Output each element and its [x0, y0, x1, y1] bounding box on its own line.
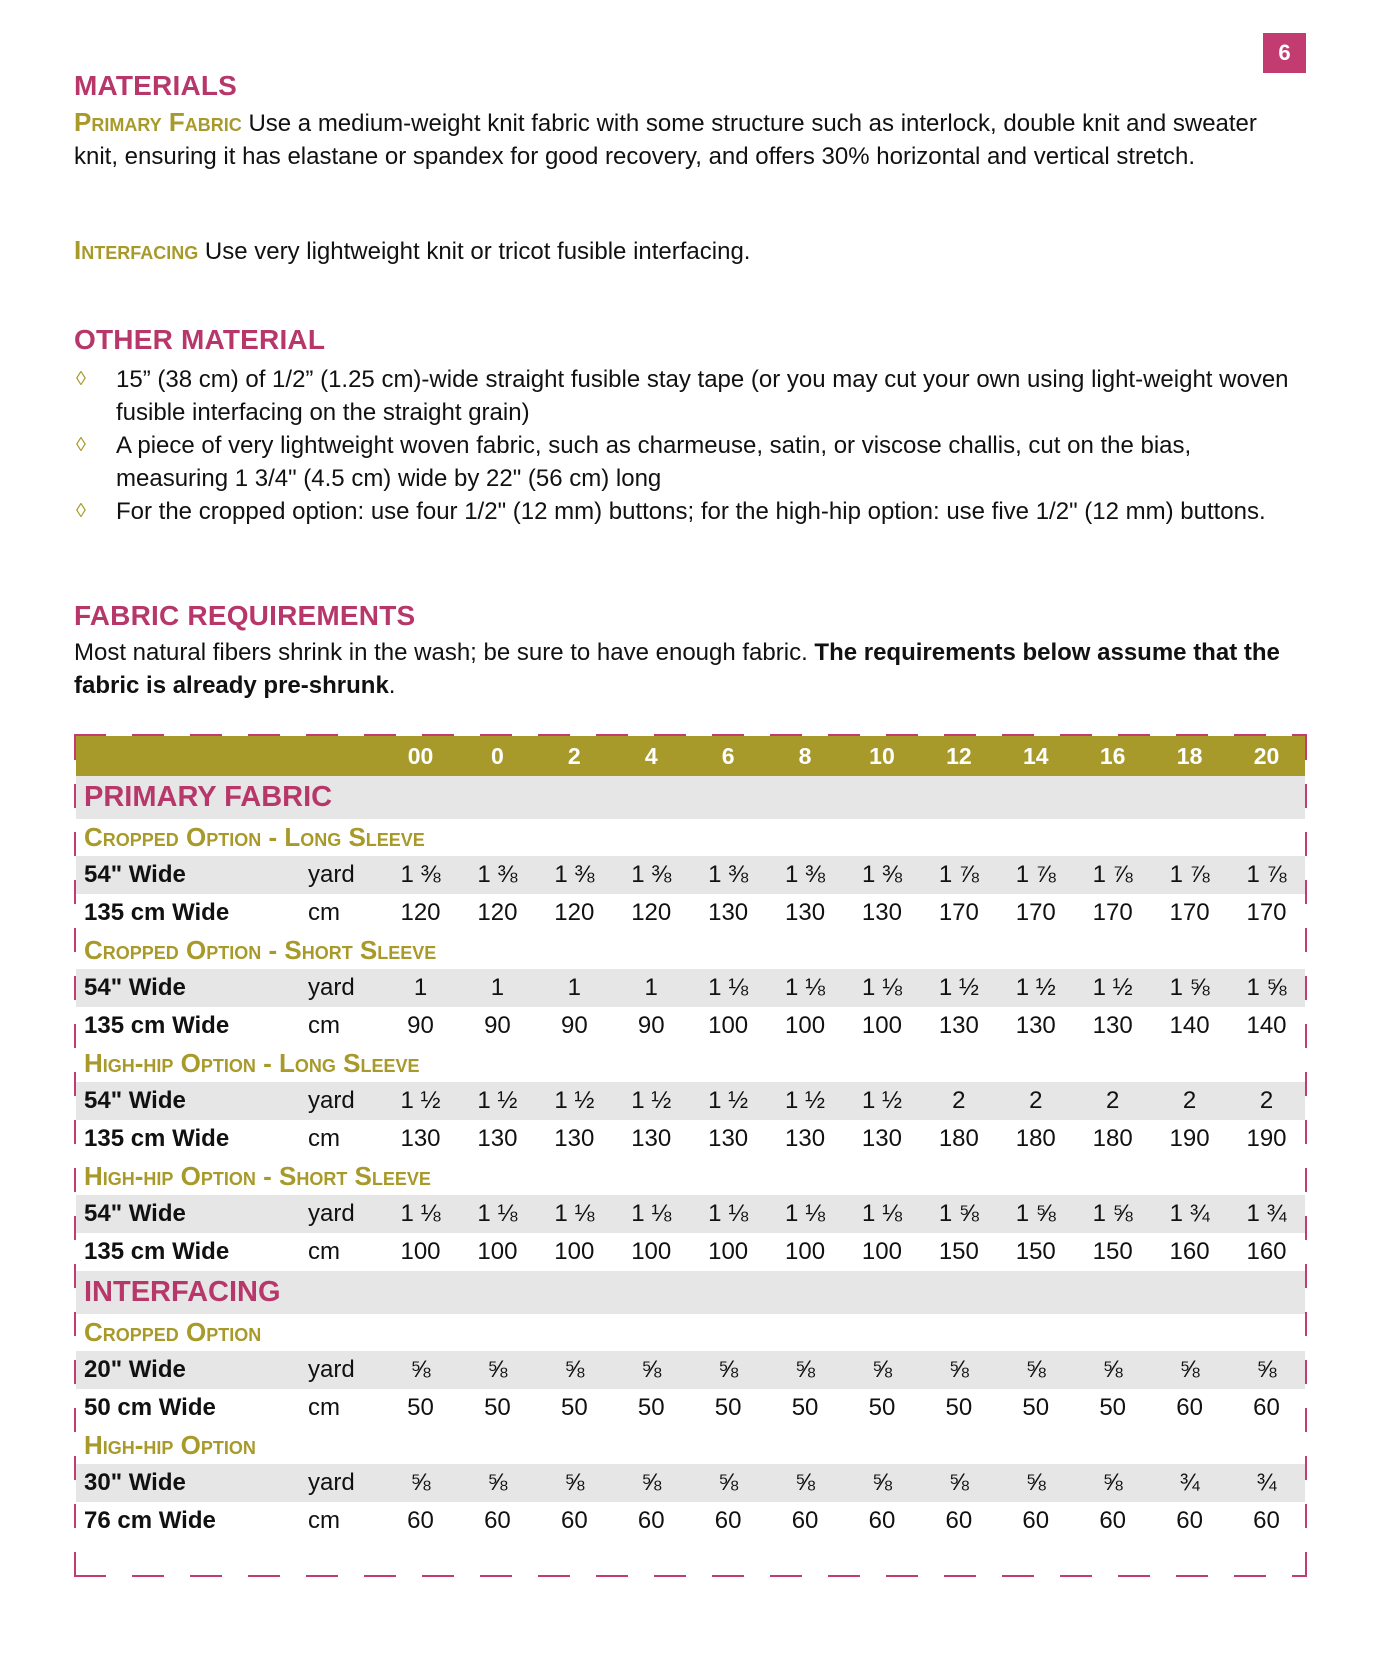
table-border-bottom — [74, 1575, 1307, 1577]
amount-cell: 2 — [920, 1082, 997, 1120]
amount-cell: ⅝ — [536, 1351, 613, 1389]
amount-cell: ⅝ — [1074, 1464, 1151, 1502]
amount-cell: 1 ½ — [767, 1082, 844, 1120]
amount-cell: 100 — [690, 1007, 767, 1045]
size-header-cell: 10 — [844, 736, 921, 776]
table-row — [76, 1233, 1305, 1271]
list-item — [74, 429, 1299, 495]
amount-cell: 60 — [920, 1502, 997, 1540]
amount-cell: 130 — [1074, 1007, 1151, 1045]
header-blank-cell — [308, 736, 382, 776]
unit-cell: cm — [308, 1007, 382, 1045]
amount-cell: 50 — [997, 1389, 1074, 1427]
amount-cell: 50 — [844, 1389, 921, 1427]
amount-cell: 170 — [1228, 894, 1305, 932]
amount-cell: 50 — [536, 1389, 613, 1427]
amount-cell: 60 — [613, 1502, 690, 1540]
amount-cell: 100 — [382, 1233, 459, 1271]
amount-cell: 50 — [459, 1389, 536, 1427]
amount-cell: 60 — [1228, 1389, 1305, 1427]
amount-cell: 90 — [459, 1007, 536, 1045]
amount-cell: 60 — [382, 1502, 459, 1540]
amount-cell: ¾ — [1228, 1464, 1305, 1502]
amount-cell: 1 ⅞ — [1074, 856, 1151, 894]
amount-cell: 90 — [613, 1007, 690, 1045]
amount-cell: 100 — [844, 1233, 921, 1271]
section-title: High-hip Option - Short Sleeve — [76, 1158, 1305, 1195]
fabric-width-cell: 135 cm Wide — [76, 1120, 308, 1158]
other-material-list — [74, 363, 1299, 528]
amount-cell: 1 ⅝ — [1151, 969, 1228, 1007]
unit-cell: cm — [308, 894, 382, 932]
amount-cell: ⅝ — [920, 1464, 997, 1502]
amount-cell: 50 — [613, 1389, 690, 1427]
amount-cell: 160 — [1228, 1233, 1305, 1271]
fabric-requirements-intro — [74, 636, 1299, 702]
table-row — [76, 969, 1305, 1007]
amount-cell: 100 — [536, 1233, 613, 1271]
amount-cell: 1 ⅝ — [1074, 1195, 1151, 1233]
amount-cell: 1 ½ — [613, 1082, 690, 1120]
fabric-requirements-heading: FABRIC REQUIREMENTS — [74, 600, 416, 631]
amount-cell: 1 ⅜ — [536, 856, 613, 894]
unit-cell: cm — [308, 1389, 382, 1427]
primary-fabric-lead: Primary Fabric — [74, 107, 242, 137]
amount-cell: ⅝ — [997, 1464, 1074, 1502]
table-group-row — [76, 1271, 1305, 1314]
list-item-text: A piece of very lightweight woven fabric, such as charmeuse, satin, or viscose challis, cut on the bias, measuring 1 3/4" (4.5 cm) wide by 22" (56 cm) long — [116, 432, 1192, 492]
amount-cell: 1 — [613, 969, 690, 1007]
amount-cell: 1 ⅝ — [997, 1195, 1074, 1233]
amount-cell: 60 — [1074, 1502, 1151, 1540]
amount-cell: 1 ⅜ — [613, 856, 690, 894]
amount-cell: 160 — [1151, 1233, 1228, 1271]
amount-cell: 60 — [690, 1502, 767, 1540]
amount-cell: ⅝ — [1228, 1351, 1305, 1389]
page-number-badge: 6 — [1263, 33, 1306, 73]
amount-cell: 1 ⅛ — [536, 1195, 613, 1233]
amount-cell: 50 — [1074, 1389, 1151, 1427]
section-title: High-hip Option - Long Sleeve — [76, 1045, 1305, 1082]
size-header-cell: 2 — [536, 736, 613, 776]
list-item-text: For the cropped option: use four 1/2" (12 mm) buttons; for the high-hip option: use five 1/2" (12 mm) buttons. — [116, 498, 1266, 525]
table-border-right — [1305, 736, 1307, 1577]
amount-cell: 1 ⅝ — [920, 1195, 997, 1233]
size-header-cell: 12 — [920, 736, 997, 776]
amount-cell: 130 — [997, 1007, 1074, 1045]
fabric-width-cell: 135 cm Wide — [76, 894, 308, 932]
amount-cell: 1 ½ — [690, 1082, 767, 1120]
amount-cell: 1 ⅛ — [767, 969, 844, 1007]
amount-cell: ⅝ — [767, 1351, 844, 1389]
table-row — [76, 1464, 1305, 1502]
amount-cell: 130 — [767, 1120, 844, 1158]
amount-cell: ⅝ — [690, 1464, 767, 1502]
size-header-row — [76, 736, 1305, 776]
amount-cell: 130 — [459, 1120, 536, 1158]
amount-cell: 130 — [690, 1120, 767, 1158]
table-row — [76, 894, 1305, 932]
amount-cell: ⅝ — [1074, 1351, 1151, 1389]
table-row — [76, 1007, 1305, 1045]
size-header-cell: 16 — [1074, 736, 1151, 776]
section-title: Cropped Option - Long Sleeve — [76, 819, 1305, 856]
amount-cell: 1 ⅝ — [1228, 969, 1305, 1007]
amount-cell: 100 — [767, 1233, 844, 1271]
amount-cell: 130 — [536, 1120, 613, 1158]
table-section-row — [76, 932, 1305, 969]
size-header-cell: 4 — [613, 736, 690, 776]
amount-cell: 1 ⅞ — [997, 856, 1074, 894]
intro-bold-text: The requirements below assume that the fabric is already pre-shrunk — [74, 639, 1280, 699]
amount-cell: 180 — [920, 1120, 997, 1158]
fabric-width-cell: 54" Wide — [76, 1082, 308, 1120]
list-item — [74, 495, 1299, 528]
amount-cell: 1 ⅞ — [920, 856, 997, 894]
amount-cell: 1 ½ — [382, 1082, 459, 1120]
amount-cell: 90 — [382, 1007, 459, 1045]
amount-cell: 130 — [767, 894, 844, 932]
amount-cell: 2 — [1228, 1082, 1305, 1120]
unit-cell: yard — [308, 1195, 382, 1233]
amount-cell: 130 — [382, 1120, 459, 1158]
amount-cell: 120 — [536, 894, 613, 932]
amount-cell: 130 — [690, 894, 767, 932]
amount-cell: 60 — [1228, 1502, 1305, 1540]
amount-cell: 60 — [1151, 1502, 1228, 1540]
primary-fabric-text: Use a medium-weight knit fabric with some structure such as interlock, double knit and sweater knit, ensuring it has elastane or spandex for good recovery, and offers 30% horizontal and vertical stretch. — [74, 110, 1257, 170]
amount-cell: 180 — [997, 1120, 1074, 1158]
fabric-width-cell: 135 cm Wide — [76, 1233, 308, 1271]
amount-cell: 120 — [382, 894, 459, 932]
amount-cell: 50 — [920, 1389, 997, 1427]
amount-cell: 1 ⅛ — [382, 1195, 459, 1233]
amount-cell: 190 — [1151, 1120, 1228, 1158]
amount-cell: 190 — [1228, 1120, 1305, 1158]
amount-cell: 170 — [1151, 894, 1228, 932]
unit-cell: yard — [308, 1082, 382, 1120]
amount-cell: 1 ½ — [920, 969, 997, 1007]
section-title: Cropped Option — [76, 1314, 1305, 1351]
amount-cell: 120 — [459, 894, 536, 932]
size-header-cell: 18 — [1151, 736, 1228, 776]
intro-text: Most natural fibers shrink in the wash; be sure to have enough fabric. — [74, 639, 815, 666]
amount-cell: 60 — [459, 1502, 536, 1540]
list-item-text: 15” (38 cm) of 1/2” (1.25 cm)-wide straight fusible stay tape (or you may cut your own using light-weight woven fusible interfacing on the straight grain) — [116, 366, 1289, 426]
materials-heading: MATERIALS — [74, 70, 238, 101]
fabric-width-cell: 54" Wide — [76, 856, 308, 894]
amount-cell: 1 ½ — [844, 1082, 921, 1120]
amount-cell: 1 ⅞ — [1151, 856, 1228, 894]
amount-cell: 1 ½ — [459, 1082, 536, 1120]
amount-cell: 1 ⅛ — [690, 969, 767, 1007]
table-section-row — [76, 819, 1305, 856]
amount-cell: 2 — [997, 1082, 1074, 1120]
amount-cell: ⅝ — [613, 1351, 690, 1389]
other-material-heading: OTHER MATERIAL — [74, 324, 326, 355]
table-group-row — [76, 776, 1305, 819]
diamond-bullet-icon: ◊ — [76, 500, 86, 522]
amount-cell: 1 ⅞ — [1228, 856, 1305, 894]
amount-cell: 1 ¾ — [1228, 1195, 1305, 1233]
amount-cell: ⅝ — [920, 1351, 997, 1389]
amount-cell: 60 — [844, 1502, 921, 1540]
amount-cell: 150 — [1074, 1233, 1151, 1271]
amount-cell: 1 ⅛ — [844, 969, 921, 1007]
amount-cell: 1 ⅛ — [844, 1195, 921, 1233]
amount-cell: ⅝ — [459, 1464, 536, 1502]
table-row — [76, 1389, 1305, 1427]
fabric-width-cell: 20" Wide — [76, 1351, 308, 1389]
amount-cell: ⅝ — [459, 1351, 536, 1389]
fabric-width-cell: 50 cm Wide — [76, 1389, 308, 1427]
fabric-width-cell: 76 cm Wide — [76, 1502, 308, 1540]
unit-cell: yard — [308, 1351, 382, 1389]
primary-fabric-paragraph — [74, 106, 1299, 173]
amount-cell: 170 — [920, 894, 997, 932]
amount-cell: 1 ⅜ — [382, 856, 459, 894]
size-header-cell: 20 — [1228, 736, 1305, 776]
diamond-bullet-icon: ◊ — [76, 368, 86, 390]
amount-cell: 130 — [844, 894, 921, 932]
amount-cell: 100 — [613, 1233, 690, 1271]
amount-cell: 100 — [767, 1007, 844, 1045]
unit-cell: yard — [308, 1464, 382, 1502]
table-section-row — [76, 1045, 1305, 1082]
list-item — [74, 363, 1299, 429]
amount-cell: 50 — [767, 1389, 844, 1427]
section-title: High-hip Option — [76, 1427, 1305, 1464]
unit-cell: yard — [308, 969, 382, 1007]
amount-cell: ⅝ — [613, 1464, 690, 1502]
amount-cell: 60 — [536, 1502, 613, 1540]
amount-cell: 50 — [382, 1389, 459, 1427]
fabric-width-cell: 54" Wide — [76, 1195, 308, 1233]
fabric-width-cell: 54" Wide — [76, 969, 308, 1007]
amount-cell: 90 — [536, 1007, 613, 1045]
amount-cell: 50 — [690, 1389, 767, 1427]
table-row — [76, 856, 1305, 894]
amount-cell: 1 — [536, 969, 613, 1007]
fabric-width-cell: 135 cm Wide — [76, 1007, 308, 1045]
amount-cell: 1 ⅜ — [690, 856, 767, 894]
amount-cell: 170 — [1074, 894, 1151, 932]
amount-cell: ⅝ — [690, 1351, 767, 1389]
amount-cell: ⅝ — [767, 1464, 844, 1502]
amount-cell: 100 — [459, 1233, 536, 1271]
amount-cell: 1 ⅛ — [613, 1195, 690, 1233]
group-title: INTERFACING — [76, 1271, 1305, 1314]
table-row — [76, 1502, 1305, 1540]
amount-cell: 130 — [920, 1007, 997, 1045]
amount-cell: 1 — [382, 969, 459, 1007]
unit-cell: yard — [308, 856, 382, 894]
unit-cell: cm — [308, 1233, 382, 1271]
amount-cell: 2 — [1151, 1082, 1228, 1120]
fabric-requirements-table — [76, 736, 1305, 1540]
amount-cell: 120 — [613, 894, 690, 932]
amount-cell: 150 — [997, 1233, 1074, 1271]
table-row — [76, 1082, 1305, 1120]
size-header-cell: 8 — [767, 736, 844, 776]
amount-cell: ⅝ — [844, 1351, 921, 1389]
amount-cell: 60 — [1151, 1389, 1228, 1427]
amount-cell: 60 — [997, 1502, 1074, 1540]
intro-end: . — [388, 672, 396, 699]
amount-cell: 1 ½ — [997, 969, 1074, 1007]
size-header-cell: 6 — [690, 736, 767, 776]
amount-cell: ⅝ — [536, 1464, 613, 1502]
amount-cell: 2 — [1074, 1082, 1151, 1120]
amount-cell: 140 — [1228, 1007, 1305, 1045]
amount-cell: ⅝ — [997, 1351, 1074, 1389]
amount-cell: ⅝ — [382, 1351, 459, 1389]
amount-cell: 100 — [690, 1233, 767, 1271]
interfacing-text: Use very lightweight knit or tricot fusible interfacing. — [198, 238, 751, 265]
amount-cell: 1 ⅜ — [767, 856, 844, 894]
amount-cell: 1 ¾ — [1151, 1195, 1228, 1233]
amount-cell: 1 ⅛ — [767, 1195, 844, 1233]
amount-cell: ⅝ — [844, 1464, 921, 1502]
diamond-bullet-icon: ◊ — [76, 434, 86, 456]
table-section-row — [76, 1427, 1305, 1464]
size-header-cell: 00 — [382, 736, 459, 776]
amount-cell: ⅝ — [382, 1464, 459, 1502]
table-section-row — [76, 1158, 1305, 1195]
interfacing-paragraph — [74, 234, 1299, 268]
amount-cell: ¾ — [1151, 1464, 1228, 1502]
group-title: PRIMARY FABRIC — [76, 776, 1305, 819]
amount-cell: 1 ½ — [1074, 969, 1151, 1007]
amount-cell: ⅝ — [1151, 1351, 1228, 1389]
amount-cell: 1 ⅛ — [459, 1195, 536, 1233]
size-header-cell: 0 — [459, 736, 536, 776]
unit-cell: cm — [308, 1120, 382, 1158]
amount-cell: 1 ⅜ — [844, 856, 921, 894]
amount-cell: 1 ⅛ — [690, 1195, 767, 1233]
amount-cell: 1 ½ — [536, 1082, 613, 1120]
interfacing-lead: Interfacing — [74, 235, 199, 265]
amount-cell: 180 — [1074, 1120, 1151, 1158]
table-section-row — [76, 1314, 1305, 1351]
amount-cell: 60 — [767, 1502, 844, 1540]
amount-cell: 1 ⅜ — [459, 856, 536, 894]
table-row — [76, 1351, 1305, 1389]
amount-cell: 170 — [997, 894, 1074, 932]
size-header-cell: 14 — [997, 736, 1074, 776]
unit-cell: cm — [308, 1502, 382, 1540]
amount-cell: 100 — [844, 1007, 921, 1045]
amount-cell: 150 — [920, 1233, 997, 1271]
amount-cell: 1 — [459, 969, 536, 1007]
fabric-width-cell: 30" Wide — [76, 1464, 308, 1502]
amount-cell: 130 — [613, 1120, 690, 1158]
amount-cell: 140 — [1151, 1007, 1228, 1045]
table-row — [76, 1120, 1305, 1158]
header-blank-cell — [76, 736, 308, 776]
table-row — [76, 1195, 1305, 1233]
section-title: Cropped Option - Short Sleeve — [76, 932, 1305, 969]
amount-cell: 130 — [844, 1120, 921, 1158]
